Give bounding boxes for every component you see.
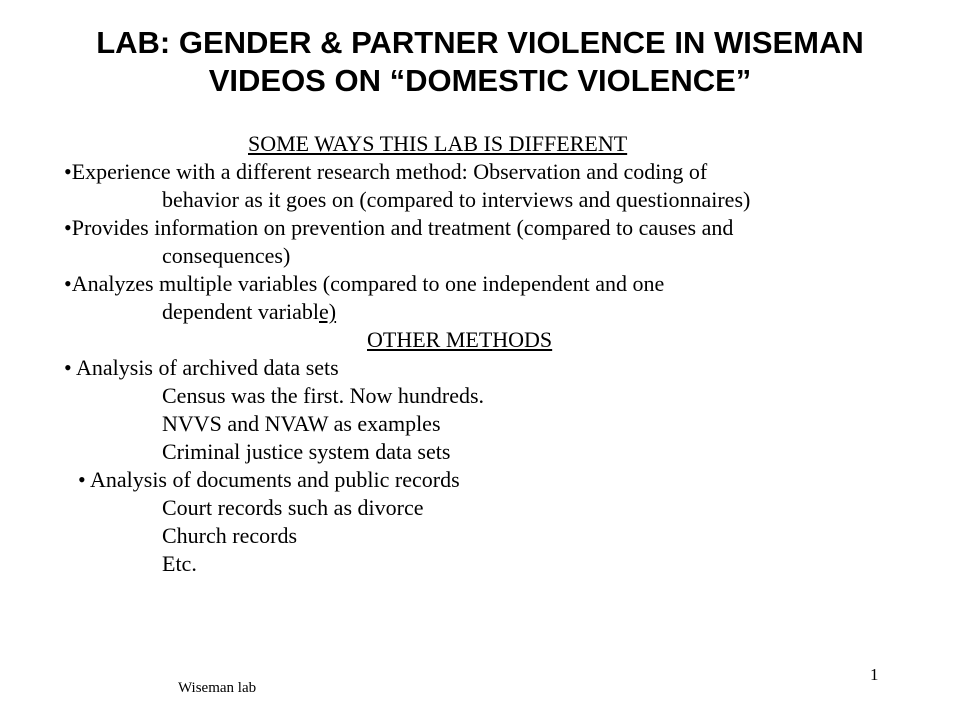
slide-footer: Wiseman lab [178, 680, 257, 696]
sub-item-census: Census was the first. Now hundreds. [162, 383, 485, 408]
title-line-2: VIDEOS ON “DOMESTIC VIOLENCE” [208, 63, 752, 98]
sub-item-criminal-justice: Criminal justice system data sets [162, 439, 451, 464]
bullet-prevention-treatment: •Provides information on prevention and treatment (compared to causes and [64, 215, 734, 240]
bullet-multiple-variables-continued [162, 298, 336, 326]
dependent-variable-text: dependent variabl [162, 299, 319, 324]
bullet-prevention-treatment-continued: consequences) [162, 243, 291, 268]
slide-title [30, 24, 930, 100]
sub-item-court-records: Court records such as divorce [162, 495, 424, 520]
page-number: 1 [870, 665, 879, 684]
section-heading-other-methods: OTHER METHODS [367, 327, 553, 352]
bullet-multiple-variables: •Analyzes multiple variables (compared to one independent and one [64, 271, 665, 296]
bullet-archived-data-sets: • Analysis of archived data sets [64, 355, 339, 380]
sub-item-nvvs-nvaw: NVVS and NVAW as examples [162, 411, 441, 436]
section-heading-differences: SOME WAYS THIS LAB IS DIFFERENT [248, 131, 628, 156]
title-line-1: LAB: GENDER & PARTNER VIOLENCE IN WISEMAN [96, 25, 864, 60]
dependent-variable-underlined-text: e) [319, 299, 337, 324]
bullet-research-method: •Experience with a different research method: Observation and coding of [64, 159, 708, 184]
sub-item-church-records: Church records [162, 523, 298, 548]
bullet-research-method-continued: behavior as it goes on (compared to interviews and questionnaires) [162, 187, 751, 212]
bullet-documents-public-records: • Analysis of documents and public records [78, 467, 460, 492]
sub-item-etc: Etc. [162, 551, 197, 576]
